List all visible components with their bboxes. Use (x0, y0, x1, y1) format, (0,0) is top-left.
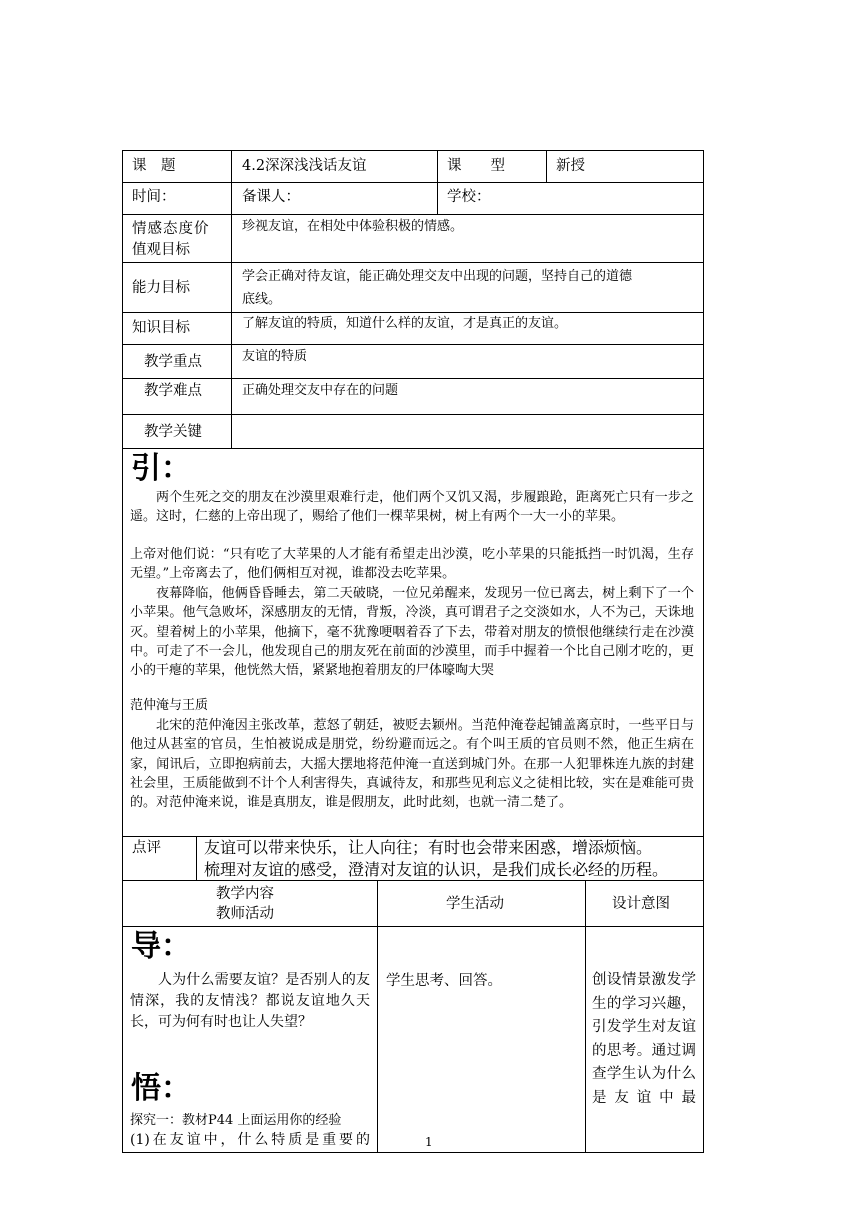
ability-goal-value: 学会正确对待友谊，能正确处理交友中出现的问题，坚持自己的道德 (242, 269, 633, 284)
comment-text: 友谊可以带来快乐，让人向往；有时也会带来困惑，增添烦恼。 (204, 838, 653, 857)
intro-heading: 引： (131, 451, 191, 486)
key-label: 教学关键 (144, 424, 202, 440)
knowledge-goal-value: 了解友谊的特质，知道什么样的友谊，才是真正的友谊。 (242, 316, 568, 331)
table-col-divider (377, 881, 378, 1153)
table-row-divider (122, 344, 704, 345)
difficulty-value: 正确处理交友中存在的问题 (242, 383, 399, 398)
story1-paragraph: 两个生死之交的朋友在沙漠里艰难行走，他们两个又饥又渴，步履踉跄，距离死亡只有一步之遥。这时，仁慈的上帝出现了，赐给了他们一棵苹果树，树上有两个一大一小的苹果。 (130, 490, 694, 525)
time-label: 时间： (132, 189, 176, 205)
emotion-goal-value: 珍视友谊，在相处中体验积极的情感。 (242, 219, 464, 234)
story2-title: 范仲淹与王质 (130, 698, 209, 713)
table-row-divider (122, 214, 704, 215)
col-header-teaching-content: 教学内容 (216, 886, 274, 902)
table-col-divider (196, 837, 197, 881)
table-row-divider (122, 926, 704, 927)
story1-paragraph: 上帝对他们说：“只有吃了大苹果的人才能有希望走出沙漠，吃小苹果的只能抵挡一时饥渴，生存无望。”上帝离去了，他们俩相互对视，谁都没去吃苹果。 (130, 547, 694, 582)
enlighten-heading: 悟： (131, 1071, 191, 1106)
guide-question: 人为什么需要友谊？是否别人的友情深，我的友情浅？都说友谊地久天长，可为何有时也让人失望？ (130, 972, 370, 1030)
table-col-divider (546, 150, 547, 182)
table-col-divider (231, 150, 232, 449)
explore-question: (1)在友谊中，什么特质是重要的 (130, 1132, 370, 1148)
topic-value: 4.2深深浅浅话友谊 (242, 158, 367, 174)
emotion-goal-label: 情感态度价 (132, 221, 210, 237)
knowledge-goal-label: 知识目标 (132, 320, 190, 336)
ability-goal-label: 能力目标 (132, 280, 190, 296)
ability-goal-value: 底线。 (242, 292, 282, 307)
topic-label: 课 题 (132, 158, 176, 174)
table-row-divider (122, 182, 704, 183)
school-label: 学校： (447, 189, 491, 205)
story1-paragraph: 夜幕降临，他俩昏昏睡去，第二天破晓，一位兄弟醒来，发现另一位已离去，树上剩下了一个小苹果。他气急败坏，深感朋友的无情，背叛，冷淡，真可谓君子之交淡如水，人不为己，天诛地灭。望着树上的小苹果，他摘下，毫不犹豫哽咽着吞了下去，带着对朋友的愤恨他继续行走在沙漠中。可走了不一会儿，他发现自己的朋友死在前面的沙漠里，而手中握着一个比自己刚才吃的，更小的干瘪的苹果，他恍然大悟，紧紧地抱着朋友的尸体嚎啕大哭 (130, 586, 694, 679)
guide-heading: 导： (131, 929, 191, 964)
focus-value: 友谊的特质 (242, 349, 308, 364)
col-header-design-intent: 设计意图 (612, 896, 670, 912)
design-intent-text: 创设情景激发学生的学习兴趣，引发学生对友谊的思考。通过调查学生认为什么是友谊中最 (592, 972, 696, 1106)
col-header-teacher-activity: 教师活动 (216, 906, 274, 922)
table-row-divider (122, 378, 704, 379)
comment-text: 梳理对友谊的感受，澄清对友谊的认识，是我们成长必经的历程。 (204, 860, 669, 879)
story2-paragraph: 北宋的范仲淹因主张改革，惹怒了朝廷，被贬去颖州。当范仲淹卷起铺盖离京时，一些平日与他过从甚室的官员，生怕被说成是朋党，纷纷避而远之。有个叫王质的官员则不然，他正生病在家，闻讯后，立即抱病前去，大摇大摆地将范仲淹一直送到城门外。在那一人犯罪株连九族的封建社会里，王质能做到不计个人利害得失，真诚待友，和那些见利忘义之徒相比较，实在是难能可贵的。对范仲淹来说，谁是真朋友，谁是假朋友，此时此刻，也就一清二楚了。 (130, 718, 694, 811)
table-row-divider (122, 414, 704, 415)
table-row-divider (122, 262, 704, 263)
comment-label: 点评 (132, 840, 161, 856)
emotion-goal-label: 值观目标 (132, 242, 190, 258)
preparer-label: 备课人： (242, 189, 300, 205)
table-col-divider (437, 150, 438, 214)
explore-task: 探究一：教材P44 上面运用你的经验 (130, 1113, 342, 1128)
student-activity-text: 学生思考、回答。 (386, 973, 502, 989)
focus-label: 教学重点 (144, 354, 202, 370)
col-header-student-activity: 学生活动 (446, 896, 504, 912)
difficulty-label: 教学难点 (144, 383, 202, 399)
type-value: 新授 (556, 158, 585, 174)
table-col-divider (585, 881, 586, 1153)
page-number: 1 (425, 1135, 433, 1149)
type-label: 课 型 (447, 158, 505, 174)
lesson-plan-table (122, 150, 704, 449)
